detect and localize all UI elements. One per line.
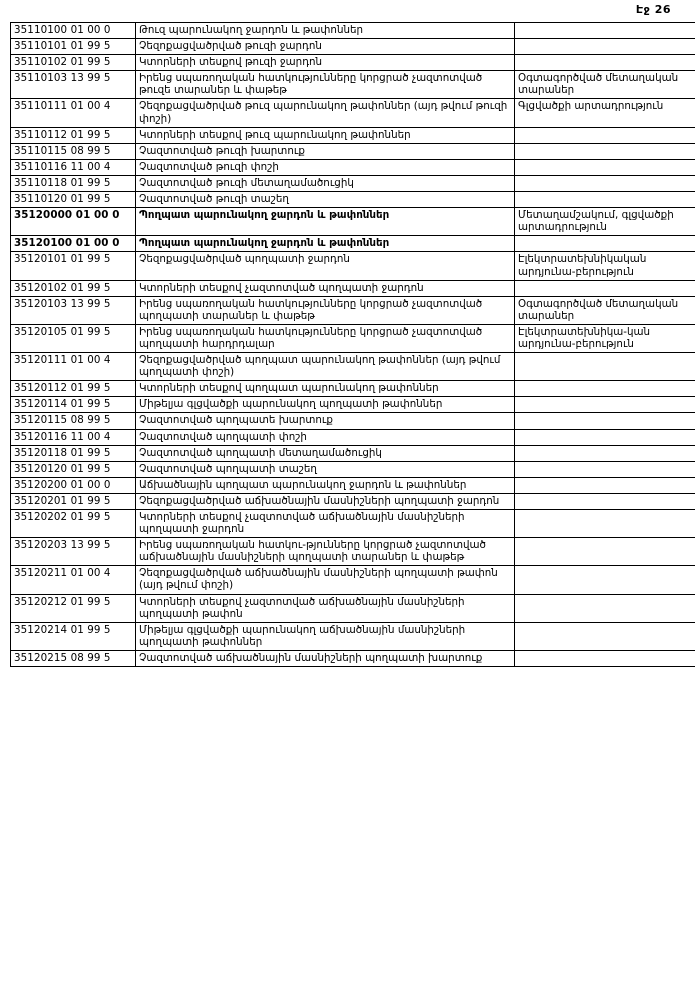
table-row bbox=[11, 143, 695, 159]
waste-name-cell: Իրենց սպառողական հատկու-թյունները կորցրած չազտոտված աճխածնային մասնիշների պողպատի տարաներ և փաթեթ bbox=[136, 538, 515, 566]
waste-code-cell: 35120214 01 99 5 bbox=[11, 622, 136, 650]
waste-code-cell: 35120100 01 00 0 bbox=[11, 236, 136, 252]
waste-name-cell: Չազտոտված աճխածնային մասնիշների պողպատի խարտուք bbox=[136, 650, 515, 666]
waste-note-cell: Էլեկտրատեխնիկա-կան արդյունա-բերություն bbox=[515, 324, 695, 352]
waste-code-cell: 35110120 01 99 5 bbox=[11, 192, 136, 208]
waste-code-cell: 35110116 11 00 4 bbox=[11, 159, 136, 175]
waste-code-cell: 35120101 01 99 5 bbox=[11, 252, 136, 280]
waste-note-cell bbox=[515, 175, 695, 191]
waste-name-cell: Չեզոքացվածրված թուզի ջարդոն bbox=[136, 39, 515, 55]
table-row bbox=[11, 252, 695, 280]
table-row bbox=[11, 353, 695, 381]
waste-note-cell bbox=[515, 477, 695, 493]
waste-name-cell: Աճխածնային պողպատ պարունակող ջարդոն և թափոններ bbox=[136, 477, 515, 493]
waste-note-cell bbox=[515, 461, 695, 477]
table-row bbox=[11, 208, 695, 236]
waste-note-cell bbox=[515, 55, 695, 71]
waste-code-cell: 35120202 01 99 5 bbox=[11, 510, 136, 538]
waste-code-cell: 35120105 01 99 5 bbox=[11, 324, 136, 352]
waste-name-cell: Պողպատ պարունակող ջարդոն և թափոններ bbox=[136, 236, 515, 252]
waste-note-cell: Գլցվածքի արտադրություն bbox=[515, 99, 695, 127]
waste-note-cell bbox=[515, 159, 695, 175]
table-row bbox=[11, 296, 695, 324]
waste-note-cell: Օգտագործված մետաղական տարաներ bbox=[515, 296, 695, 324]
waste-name-cell: Միթելյա գլցվածքի պարունակող պողպատի թափոններ bbox=[136, 397, 515, 413]
table-row bbox=[11, 397, 695, 413]
table-row bbox=[11, 477, 695, 493]
waste-note-cell bbox=[515, 566, 695, 594]
table-row bbox=[11, 280, 695, 296]
waste-name-cell: Կտորների տեսքով չազտոտված պողպատի ջարդոն bbox=[136, 280, 515, 296]
table-row bbox=[11, 413, 695, 429]
waste-note-cell bbox=[515, 23, 695, 39]
waste-name-cell: Չազտոտված պողպատի տաշեղ bbox=[136, 461, 515, 477]
waste-name-cell: Կտորների տեսքով չազտոտված աճխածնային մասնիշների պողպատի ջարդոն bbox=[136, 510, 515, 538]
waste-note-cell bbox=[515, 594, 695, 622]
waste-note-cell bbox=[515, 381, 695, 397]
waste-name-cell: Իրենց սպառողական հատկությունները կորցրած չազտոտված թուզե տարաներ և փաթեթ bbox=[136, 71, 515, 99]
waste-name-cell: Չազտոտված պողպատի փոշի bbox=[136, 429, 515, 445]
waste-note-cell bbox=[515, 127, 695, 143]
waste-name-cell: Չեզոքացվածրված աճխածնային մասնիշների պողպատի ջարդոն bbox=[136, 493, 515, 509]
table-row bbox=[11, 127, 695, 143]
table-row bbox=[11, 71, 695, 99]
waste-note-cell: Էլեկտրատեխնիկական արդյունա-բերություն bbox=[515, 252, 695, 280]
waste-code-cell: 35120102 01 99 5 bbox=[11, 280, 136, 296]
waste-name-cell: Չեզոքացվածրված թուզ պարունակող թափոններ (այդ թվում թուզի փոշի) bbox=[136, 99, 515, 127]
waste-name-cell: Չազտոտված թուզի մետաղամածուցիկ bbox=[136, 175, 515, 191]
table-row bbox=[11, 55, 695, 71]
waste-note-cell bbox=[515, 493, 695, 509]
waste-code-cell: 35120201 01 99 5 bbox=[11, 493, 136, 509]
waste-code-cell: 35120116 11 00 4 bbox=[11, 429, 136, 445]
waste-code-cell: 35110101 01 99 5 bbox=[11, 39, 136, 55]
waste-note-cell bbox=[515, 510, 695, 538]
waste-name-cell: Կտորների տեսքով չազտոտված աճխածնային մասնիշների պողպատի թափոն bbox=[136, 594, 515, 622]
table-row bbox=[11, 594, 695, 622]
page-number-header: Էջ 26 bbox=[635, 3, 671, 16]
waste-note-cell bbox=[515, 650, 695, 666]
table-row bbox=[11, 159, 695, 175]
waste-name-cell: Կտորների տեսքով թուզի ջարդոն bbox=[136, 55, 515, 71]
waste-name-cell: Կտորների տեսքով թուզ պարունակող թափոններ bbox=[136, 127, 515, 143]
waste-code-cell: 35110100 01 00 0 bbox=[11, 23, 136, 39]
table-row bbox=[11, 23, 695, 39]
table-row bbox=[11, 39, 695, 55]
waste-note-cell bbox=[515, 39, 695, 55]
waste-code-cell: 35120120 01 99 5 bbox=[11, 461, 136, 477]
waste-code-cell: 35120215 08 99 5 bbox=[11, 650, 136, 666]
waste-code-cell: 35120114 01 99 5 bbox=[11, 397, 136, 413]
table-row bbox=[11, 192, 695, 208]
table-row bbox=[11, 538, 695, 566]
waste-name-cell: Միթելյա գլցվածքի պարունակող աճխածնային մասնիշների պողպատի թափոններ bbox=[136, 622, 515, 650]
table-row bbox=[11, 493, 695, 509]
waste-note-cell bbox=[515, 622, 695, 650]
waste-note-cell bbox=[515, 353, 695, 381]
waste-note-cell bbox=[515, 445, 695, 461]
table-row bbox=[11, 381, 695, 397]
waste-note-cell bbox=[515, 192, 695, 208]
table-row bbox=[11, 622, 695, 650]
table-row bbox=[11, 175, 695, 191]
table-row bbox=[11, 324, 695, 352]
waste-note-cell: Օգտագործված մետաղական տարաներ bbox=[515, 71, 695, 99]
waste-note-cell bbox=[515, 413, 695, 429]
waste-code-cell: 35120103 13 99 5 bbox=[11, 296, 136, 324]
waste-note-cell bbox=[515, 143, 695, 159]
waste-code-cell: 35120111 01 00 4 bbox=[11, 353, 136, 381]
waste-code-cell: 35120115 08 99 5 bbox=[11, 413, 136, 429]
waste-note-cell bbox=[515, 429, 695, 445]
waste-name-cell: Կտորների տեսքով պողպատ պարունակող թափոններ bbox=[136, 381, 515, 397]
waste-note-cell bbox=[515, 538, 695, 566]
waste-code-cell: 35110115 08 99 5 bbox=[11, 143, 136, 159]
waste-classifier-table bbox=[10, 22, 695, 667]
waste-name-cell: Չեզոքացվածրված պողպատ պարունակող թափոններ (այդ թվում պողպատի փոշի) bbox=[136, 353, 515, 381]
waste-note-cell bbox=[515, 280, 695, 296]
table-row bbox=[11, 429, 695, 445]
waste-code-cell: 35120203 13 99 5 bbox=[11, 538, 136, 566]
waste-code-cell: 35120000 01 00 0 bbox=[11, 208, 136, 236]
table-row bbox=[11, 236, 695, 252]
table-row bbox=[11, 650, 695, 666]
table-row bbox=[11, 99, 695, 127]
table-row bbox=[11, 566, 695, 594]
waste-note-cell: Մետաղամշակում, գլցվածքի արտադրություն bbox=[515, 208, 695, 236]
waste-name-cell: Պողպատ պարունակող ջարդոն և թափոններ bbox=[136, 208, 515, 236]
table-row bbox=[11, 445, 695, 461]
table-row bbox=[11, 461, 695, 477]
waste-name-cell: Չեզոքացվածրված պողպատի ջարդոն bbox=[136, 252, 515, 280]
waste-code-cell: 35120200 01 00 0 bbox=[11, 477, 136, 493]
waste-name-cell: Չազտոտված թուզի փոշի bbox=[136, 159, 515, 175]
waste-code-cell: 35120112 01 99 5 bbox=[11, 381, 136, 397]
waste-code-cell: 35110111 01 00 4 bbox=[11, 99, 136, 127]
waste-note-cell bbox=[515, 236, 695, 252]
waste-name-cell: Իրենց սպառողական հատկությունները կորցրած չազտոտված պողպատի տարաներ և փաթեթ bbox=[136, 296, 515, 324]
waste-note-cell bbox=[515, 397, 695, 413]
waste-name-cell: Իրենց սպառողական հատկությունները կորցրած չազտոտված պողպատի հարդրդալար bbox=[136, 324, 515, 352]
waste-code-cell: 35110112 01 99 5 bbox=[11, 127, 136, 143]
table-body bbox=[11, 23, 695, 667]
waste-name-cell: Չազտոտված թուզի տաշեղ bbox=[136, 192, 515, 208]
waste-code-cell: 35120212 01 99 5 bbox=[11, 594, 136, 622]
waste-code-cell: 35120118 01 99 5 bbox=[11, 445, 136, 461]
waste-name-cell: Չազտոտված պողպատի մետաղամածուցիկ bbox=[136, 445, 515, 461]
waste-code-cell: 35110102 01 99 5 bbox=[11, 55, 136, 71]
waste-code-cell: 35110103 13 99 5 bbox=[11, 71, 136, 99]
waste-name-cell: Չազտոտված թուզի խարտուք bbox=[136, 143, 515, 159]
waste-name-cell: Չազտոտված պողպատե խարտուք bbox=[136, 413, 515, 429]
waste-code-cell: 35120211 01 00 4 bbox=[11, 566, 136, 594]
waste-name-cell: Թուզ պարունակող ջարդոն և թափոններ bbox=[136, 23, 515, 39]
waste-code-cell: 35110118 01 99 5 bbox=[11, 175, 136, 191]
table-row bbox=[11, 510, 695, 538]
waste-name-cell: Չեզոքացվածրված աճխածնային մասնիշների պողպատի թափոն (այդ թվում փոշի) bbox=[136, 566, 515, 594]
